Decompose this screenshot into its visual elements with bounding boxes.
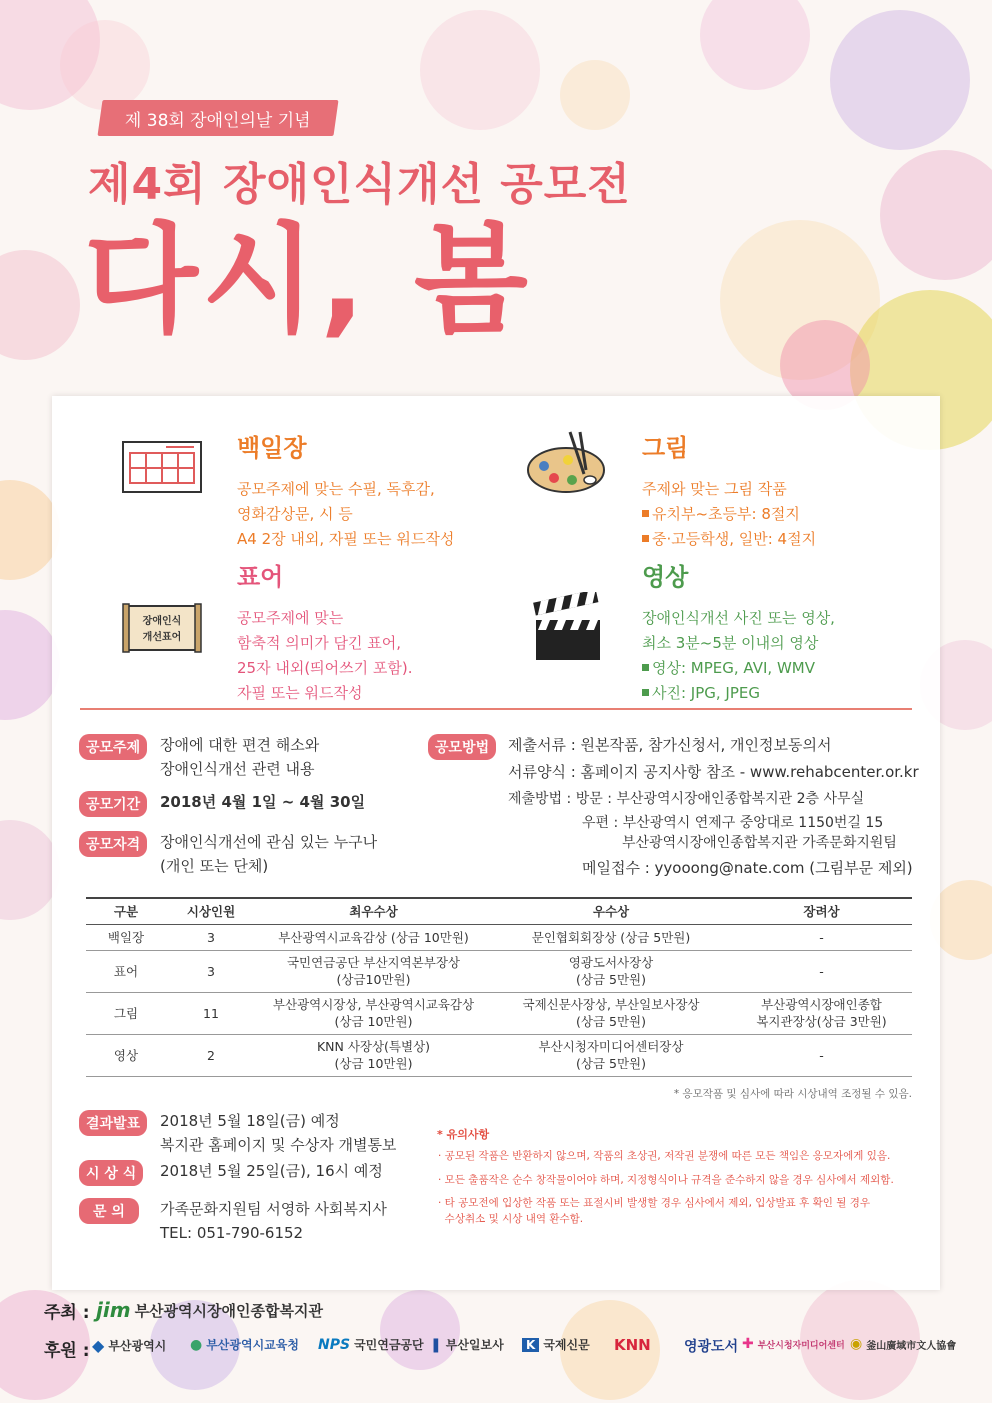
table-row: [86, 1034, 912, 1076]
notice-item: 수상취소 및 시상 내역 환수함.: [438, 1213, 584, 1225]
table-cell: 영광도서사장상 (상금 5만원): [491, 950, 731, 992]
table-cell: 11: [166, 992, 256, 1034]
essay-line: 영화감상문, 시 등: [237, 505, 353, 523]
category-essay: [237, 428, 454, 552]
table-cell: 부산광역시교육감상 (상금 10만원): [256, 924, 491, 950]
awards-note: * 응모작품 및 심사에 따라 시상내역 조정될 수 있음.: [673, 1088, 912, 1100]
clapperboard-icon: [532, 592, 604, 666]
sponsor-logo: KNN: [614, 1336, 651, 1354]
section-divider: [80, 708, 912, 710]
slogan-line: 자필 또는 워드작성: [237, 684, 363, 702]
sponsor-logo: ◉ 釜山廣域市文人協會: [850, 1336, 957, 1352]
sponsor-logo: ✚ 부산시청자미디어센터: [742, 1336, 845, 1352]
topic-text: 장애에 대한 편견 해소와 장애인식개선 관련 내용: [160, 736, 320, 778]
table-row: [86, 992, 912, 1034]
slogan-line: 25자 내외(띄어쓰기 포함).: [237, 659, 413, 677]
col-header: 우수상: [491, 898, 731, 924]
method-visit: 제출방법 : 방문 : 부산광역시장애인종합복지관 2층 사무실: [508, 791, 865, 807]
notice-item: · 공모된 작품은 반환하지 않으며, 작품의 초상권, 저작권 분쟁에 따른 모든 책임은 응모자에게 있음.: [438, 1150, 891, 1162]
sponsor-logo: K 국제신문: [522, 1336, 590, 1353]
host-label: 주최 :: [44, 1303, 90, 1323]
host-name: 부산광역시장애인종합복지관: [134, 1301, 323, 1320]
video-line: 장애인식개선 사진 또는 영상,: [642, 609, 835, 627]
essay-line: A4 2장 내외, 자필 또는 워드작성: [237, 530, 455, 548]
host-logo: [96, 1298, 323, 1322]
method-form: 서류양식 : 홈페이지 공지사항 참조 - www.rehabcenter.or.kr: [508, 763, 919, 781]
contest-title: 다시, 봄: [84, 211, 532, 349]
method-docs: 제출서류 : 원본작품, 참가신청서, 개인정보동의서: [508, 736, 832, 754]
eligibility-label: 공모자격: [79, 831, 147, 857]
category-video: [642, 557, 835, 706]
slogan-title: 표어: [237, 563, 284, 591]
table-cell: 영상: [86, 1034, 166, 1076]
manuscript-paper-icon: [122, 441, 202, 497]
video-line: 최소 3분~5분 이내의 영상: [642, 634, 819, 652]
video-title: 영상: [642, 563, 689, 591]
table-cell: 2: [166, 1034, 256, 1076]
table-cell: 국제신문사장상, 부산일보사장상 (상금 5만원): [491, 992, 731, 1034]
slogan-icon-text: 장애인식: [142, 616, 182, 627]
col-header: 장려상: [731, 898, 912, 924]
ceremony-text: 2018년 5월 25일(금), 16시 예정: [160, 1162, 383, 1180]
method-mail-team: 부산광역시장애인종합복지관 가족문화지원팀: [622, 835, 897, 851]
table-cell: 문인협회회장상 (상금 5만원): [491, 924, 731, 950]
table-cell: KNN 사장상(특별상) (상금 10만원): [256, 1034, 491, 1076]
slogan-line: 공모주제에 맞는: [237, 609, 344, 627]
method-mail: 우편 : 부산광역시 연제구 중앙대로 1150번길 15: [582, 815, 884, 831]
notice-title: * 유의사항: [437, 1128, 490, 1141]
sponsor-logo: NPS 국민연금공단: [318, 1336, 424, 1353]
table-cell: 3: [166, 950, 256, 992]
awards-table: [86, 897, 912, 1077]
table-cell: 백일장: [86, 924, 166, 950]
result-text: 2018년 5월 18일(금) 예정 복지관 홈페이지 및 수상자 개별통보: [160, 1112, 397, 1154]
table-row: [86, 924, 912, 950]
sponsor-logo: ● 부산광역시교육청: [190, 1336, 299, 1353]
topic-label: 공모주제: [79, 734, 147, 760]
table-row: [86, 950, 912, 992]
slogan-line: 함축적 의미가 담긴 표어,: [237, 634, 401, 652]
paint-palette-icon: [524, 430, 608, 502]
sponsor-logo: ◆ 부산광역시: [92, 1336, 167, 1355]
sponsor-logo: ❚ 부산일보사: [430, 1336, 504, 1353]
contact-text: 가족문화지원팀 서영하 사회복지사 TEL: 051-790-6152: [160, 1200, 387, 1242]
table-cell: -: [731, 950, 912, 992]
drawing-bullet: 유치부~초등부: 8절지: [642, 502, 816, 527]
slogan-scroll-icon: [122, 602, 202, 658]
method-label: 공모방법: [428, 734, 496, 760]
category-slogan: [237, 557, 413, 706]
sponsor-list: [92, 1336, 962, 1360]
category-drawing: [642, 428, 816, 552]
period-label: 공모기간: [79, 791, 147, 817]
anniversary-badge: 제 38회 장애인의날 기념: [97, 100, 338, 136]
host-mark: jim: [96, 1298, 131, 1322]
col-header: 최우수상: [256, 898, 491, 924]
slogan-icon-text: 개선표어: [142, 632, 182, 643]
sponsor-label: 후원 :: [44, 1341, 90, 1361]
result-label: 결과발표: [79, 1110, 147, 1136]
notice-item: · 타 공모전에 입상한 작품 또는 표절시비 발생할 경우 심사에서 제외, 입상발표 후 확인 될 경우: [438, 1197, 871, 1209]
drawing-line: 주제와 맞는 그림 작품: [642, 480, 787, 498]
table-cell: 표어: [86, 950, 166, 992]
video-bullet: 영상: MPEG, AVI, WMV: [642, 656, 835, 681]
sponsor-logo: 영광도서: [684, 1339, 739, 1355]
contact-label: 문 의: [79, 1198, 139, 1224]
essay-line: 공모주제에 맞는 수필, 독후감,: [237, 480, 435, 498]
table-cell: 국민연금공단 부산지역본부장상 (상금10만원): [256, 950, 491, 992]
table-cell: -: [731, 924, 912, 950]
contest-subtitle: 제4회 장애인식개선 공모전: [88, 159, 631, 210]
col-header: 시상인원: [166, 898, 256, 924]
col-header: 구분: [86, 898, 166, 924]
ceremony-label: 시 상 식: [79, 1160, 143, 1186]
table-cell: 3: [166, 924, 256, 950]
table-cell: 부산시청자미디어센터장상 (상금 5만원): [491, 1034, 731, 1076]
drawing-title: 그림: [642, 434, 689, 462]
video-bullet: 사진: JPG, JPEG: [642, 681, 835, 706]
period-text: 2018년 4월 1일 ~ 4월 30일: [160, 793, 366, 811]
table-cell: 부산광역시장상, 부산광역시교육감상 (상금 10만원): [256, 992, 491, 1034]
drawing-bullet: 중·고등학생, 일반: 4절지: [642, 527, 816, 552]
method-email: 메일접수 : yyooong@nate.com (그림부문 제외): [582, 859, 913, 877]
table-cell: -: [731, 1034, 912, 1076]
table-cell: 부산광역시장애인종합 복지관장상(상금 3만원): [731, 992, 912, 1034]
eligibility-text: 장애인식개선에 관심 있는 누구나 (개인 또는 단체): [160, 833, 378, 875]
essay-title: 백일장: [237, 434, 307, 462]
table-header-row: [86, 898, 912, 924]
table-cell: 그림: [86, 992, 166, 1034]
notice-item: · 모든 출품작은 순수 창작물이어야 하며, 지정형식이나 규격을 준수하지 않을 경우 심사에서 제외함.: [438, 1174, 894, 1186]
